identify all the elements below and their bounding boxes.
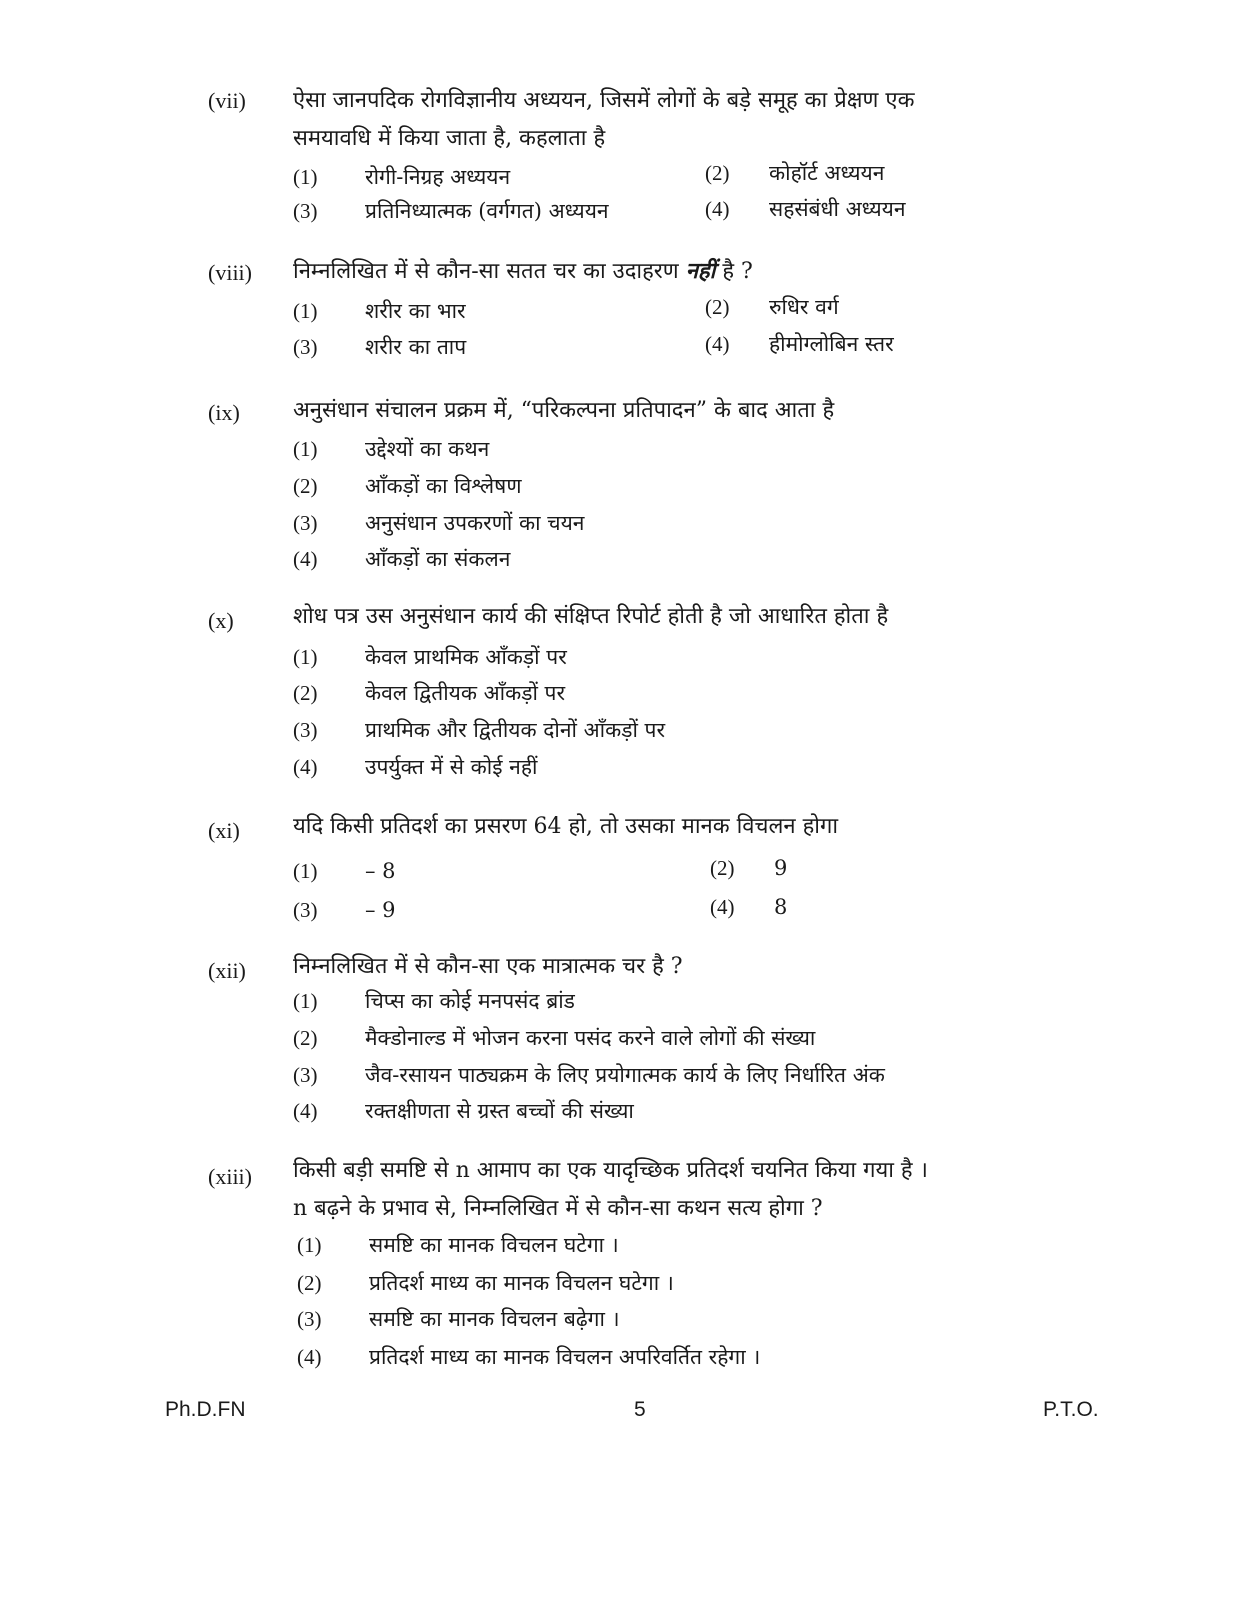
question-text: अनुसंधान संचालन प्रक्रम में, “परिकल्पना प्रतिपादन” के बाद आता है [293,398,835,423]
option-2: (2) आँकड़ों का विश्लेषण [293,474,522,498]
option-1: (1) चिप्स का कोई मनपसंद ब्रांड [293,989,575,1013]
option-3: (3) – 9 [293,898,396,922]
option-1: (1) समष्टि का मानक विचलन घटेगा । [297,1233,619,1257]
option-4: (4) सहसंबंधी अध्ययन [705,197,906,221]
option-4: (4) उपर्युक्त में से कोई नहीं [293,755,538,779]
question-text: यदि किसी प्रतिदर्श का प्रसरण 64 हो, तो उसका मानक विचलन होगा [293,814,839,839]
option-4: (4) रक्तक्षीणता से ग्रस्त बच्चों की संख्या [293,1099,634,1123]
option-2: (2) केवल द्वितीयक आँकड़ों पर [293,681,566,705]
footer-pto: P.T.O. [1043,1398,1099,1421]
option-3: (3) समष्टि का मानक विचलन बढ़ेगा । [297,1307,620,1331]
option-1: (1) रोगी-निग्रह अध्ययन [293,165,511,189]
option-2: (2) मैक्डोनाल्ड में भोजन करना पसंद करने वाले लोगों की संख्या [293,1026,816,1050]
option-1: (1) उद्देश्यों का कथन [293,437,490,461]
option-3: (3) जैव-रसायन पाठ्यक्रम के लिए प्रयोगात्मक कार्य के लिए निर्धारित अंक [293,1063,885,1087]
question-text: किसी बड़ी समष्टि से n आमाप का एक यादृच्छिक प्रतिदर्श चयनित किया गया है । n बढ़ने के प्रभाव से, निम्नलिखित में से कौन-सा कथन सत्य होगा ? [293,1158,928,1221]
question-text: निम्नलिखित में से कौन-सा एक मात्रात्मक चर है ? [293,954,683,979]
question-number: (xiii) [208,1164,252,1189]
question-text: शोध पत्र उस अनुसंधान कार्य की संक्षिप्त रिपोर्ट होती है जो आधारित होता है [293,604,889,629]
question-number: (xi) [208,818,240,843]
option-4: (4) आँकड़ों का संकलन [293,547,511,571]
option-2: (2) 9 [710,856,788,880]
footer-code: Ph.D.FN [165,1398,246,1421]
option-3: (3) प्राथमिक और द्वितीयक दोनों आँकड़ों पर [293,718,666,742]
question-number: (ix) [208,400,240,425]
option-4: (4) 8 [710,895,788,919]
option-3: (3) शरीर का ताप [293,335,467,359]
page-number: 5 [634,1398,646,1421]
option-4: (4) प्रतिदर्श माध्य का मानक विचलन अपरिवर्तित रहेगा । [297,1345,761,1369]
option-2: (2) प्रतिदर्श माध्य का मानक विचलन घटेगा । [297,1271,674,1295]
option-3: (3) प्रतिनिध्यात्मक (वर्गगत) अध्ययन [293,199,609,223]
option-4: (4) हीमोग्लोबिन स्तर [705,332,894,356]
question-number: (viii) [208,260,252,285]
question-number: (x) [208,608,234,633]
option-2: (2) रुधिर वर्ग [705,295,839,319]
option-2: (2) कोहॉर्ट अध्ययन [705,161,885,185]
option-1: (1) शरीर का भार [293,299,466,323]
question-number: (xii) [208,958,246,983]
option-1: (1) – 8 [293,859,396,883]
option-3: (3) अनुसंधान उपकरणों का चयन [293,511,585,535]
question-text: ऐसा जानपदिक रोगविज्ञानीय अध्ययन, जिसमें लोगों के बड़े समूह का प्रेक्षण एक समयावधि में किया जाता है, कहलाता है [293,88,915,151]
question-text: निम्नलिखित में से कौन-सा सतत चर का उदाहरण नहीं है ? [293,258,753,284]
question-number: (vii) [208,88,246,113]
option-1: (1) केवल प्राथमिक आँकड़ों पर [293,645,567,669]
